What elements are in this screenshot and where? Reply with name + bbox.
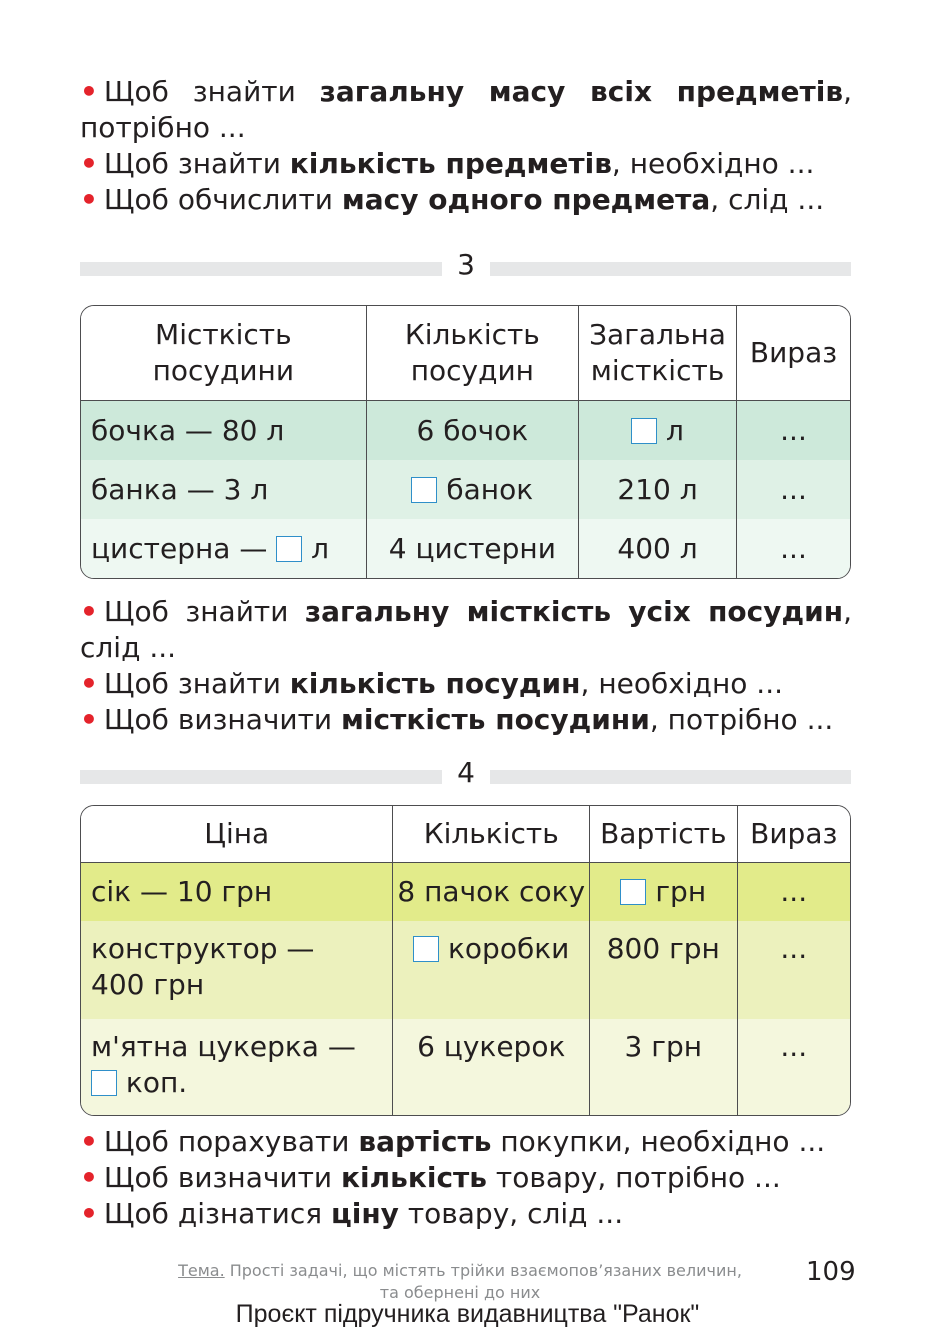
- answer-box[interactable]: [411, 477, 437, 503]
- cell: ...: [738, 1019, 850, 1115]
- cell: 3 грн: [590, 1019, 737, 1115]
- table-row: [81, 863, 850, 921]
- bullet-icon: •: [80, 183, 98, 216]
- bullet-list-2: [80, 594, 852, 738]
- divider-bar: [80, 262, 442, 276]
- bullet-icon: •: [80, 75, 98, 108]
- table-row: [81, 1019, 850, 1115]
- footer-topic: Тема. Прості задачі, що містять трійки взаємопов’язаних величин, та обернені до них: [178, 1261, 742, 1302]
- header-expression: Вираз: [738, 806, 850, 863]
- task-3-table: [80, 305, 851, 579]
- header-quantity: Кількість: [393, 806, 590, 863]
- list-item: • Щоб дізнатися ціну товару, слід ...: [80, 1197, 624, 1230]
- bullet-icon: •: [80, 1125, 98, 1158]
- task-4-table: [80, 805, 851, 1116]
- divider-bar: [490, 262, 851, 276]
- answer-box[interactable]: [413, 936, 439, 962]
- list-item: • Щоб обчислити масу одного предмета, слід ...: [80, 183, 825, 216]
- bullet-icon: •: [80, 667, 98, 700]
- answer-box[interactable]: [631, 418, 657, 444]
- bullet-icon: •: [80, 1161, 98, 1194]
- bullet-icon: •: [80, 1197, 98, 1230]
- list-item: • Щоб знайти загальну місткість усіх посудин, слід ...: [80, 595, 852, 664]
- list-item: • Щоб визначити кількість товару, потрібно ...: [80, 1161, 781, 1194]
- list-item: • Щоб знайти кількість посудин, необхідно ...: [80, 667, 783, 700]
- cell: бочка — 80 л: [81, 401, 367, 460]
- header-expression: Вираз: [737, 306, 850, 401]
- cell: ...: [737, 401, 850, 460]
- list-item: • Щоб порахувати вартість покупки, необхідно ...: [80, 1125, 826, 1158]
- task-number: 4: [457, 756, 475, 789]
- table-row: [81, 460, 850, 519]
- cell: 4 цистерни: [367, 519, 579, 578]
- cell: ...: [737, 460, 850, 519]
- answer-box[interactable]: [620, 879, 646, 905]
- list-item: • Щоб знайти загальну масу всіх предметів, потрібно ...: [80, 75, 852, 144]
- divider-bar: [80, 770, 442, 784]
- table-row: [81, 401, 850, 460]
- cell: м'ятна цукерка — коп.: [81, 1019, 393, 1115]
- cell: конструктор — 400 грн: [81, 921, 393, 1019]
- page-number: 109: [806, 1257, 856, 1287]
- bullet-icon: •: [80, 595, 98, 628]
- cell: 6 бочок: [367, 401, 579, 460]
- task-number: 3: [457, 248, 475, 281]
- cell: банок: [367, 460, 579, 519]
- header-total: Загальна місткість: [579, 306, 737, 401]
- cell: 8 пачок соку: [393, 863, 590, 921]
- list-item: • Щоб визначити місткість посудини, потрібно ...: [80, 703, 834, 736]
- header-count: Кількість посудин: [367, 306, 579, 401]
- cell: л: [579, 401, 737, 460]
- task-4-divider: [80, 756, 851, 790]
- project-note: Проєкт підручника видавництва "Ранок": [235, 1300, 700, 1328]
- cell: 800 грн: [590, 921, 737, 1019]
- cell: банка — 3 л: [81, 460, 367, 519]
- bullet-icon: •: [80, 703, 98, 736]
- topic-label: Тема.: [178, 1261, 225, 1280]
- header-cost: Вартість: [590, 806, 737, 863]
- bullet-list-1: [80, 74, 852, 218]
- answer-box[interactable]: [91, 1070, 117, 1096]
- cell: цистерна — л: [81, 519, 367, 578]
- cell: грн: [590, 863, 737, 921]
- table-row: [81, 519, 850, 578]
- divider-bar: [490, 770, 851, 784]
- cell: ...: [738, 921, 850, 1019]
- table-row: [81, 921, 850, 1019]
- answer-box[interactable]: [276, 536, 302, 562]
- bullet-list-3: [80, 1124, 852, 1232]
- cell: ...: [738, 863, 850, 921]
- bullet-icon: •: [80, 147, 98, 180]
- cell: коробки: [393, 921, 590, 1019]
- cell: 6 цукерок: [393, 1019, 590, 1115]
- cell: ...: [737, 519, 850, 578]
- header-price: Ціна: [81, 806, 393, 863]
- cell: 400 л: [579, 519, 737, 578]
- cell: сік — 10 грн: [81, 863, 393, 921]
- task-3-divider: [80, 248, 851, 282]
- cell: 210 л: [579, 460, 737, 519]
- header-capacity: Місткість посудини: [81, 306, 367, 401]
- list-item: • Щоб знайти кількість предметів, необхідно ...: [80, 147, 815, 180]
